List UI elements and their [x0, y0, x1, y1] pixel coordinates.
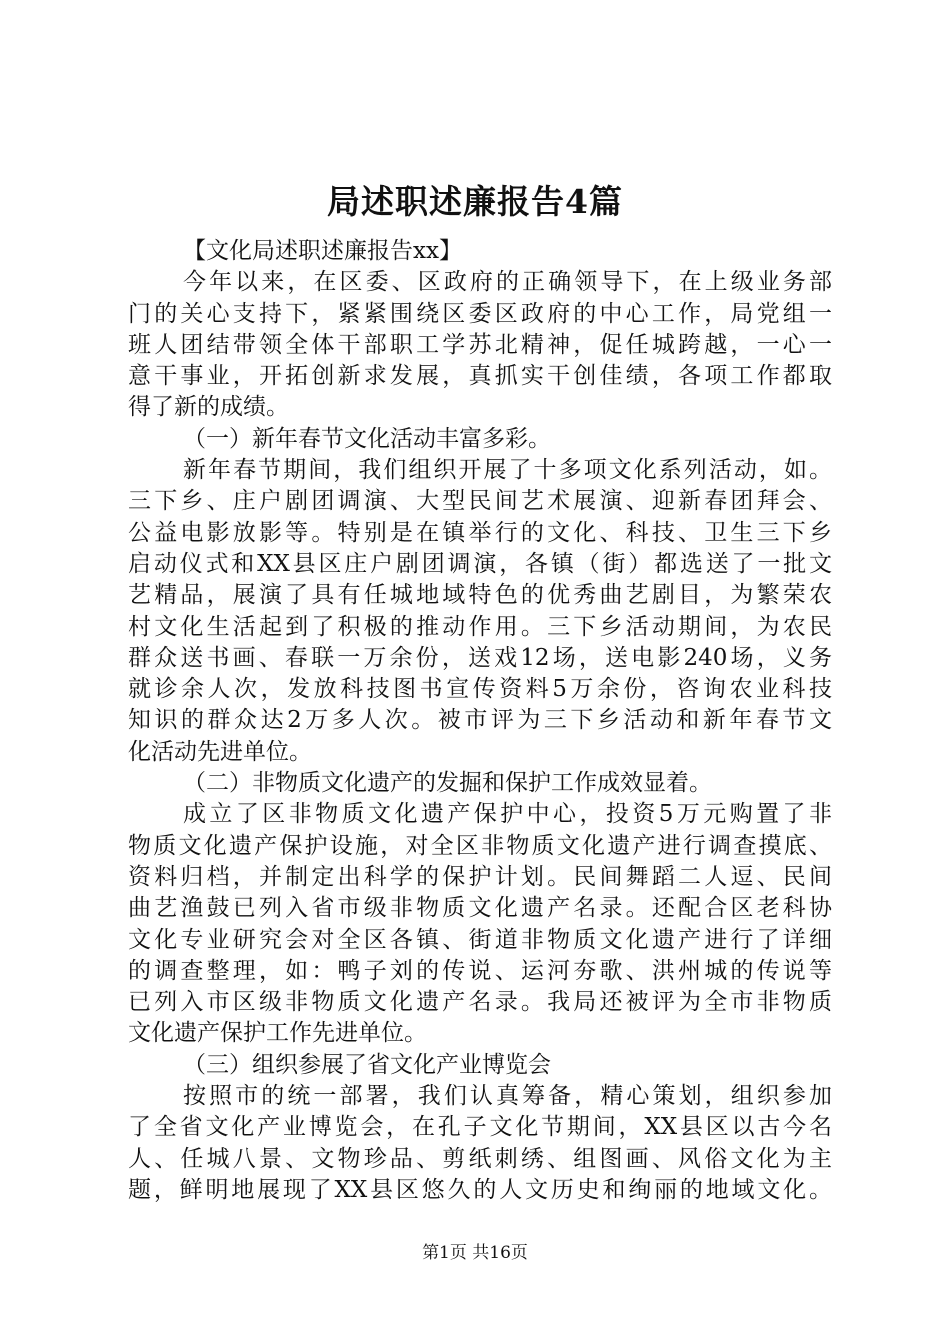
- text-line: （三）组织参展了省文化产业博览会: [183, 1051, 551, 1078]
- text-line: 了全省文化产业博览会，在孔子文化节期间，XX县区以古今名: [128, 1114, 832, 1141]
- text-line: 村文化生活起到了积极的推动作用。三下乡活动期间，为农民: [128, 613, 832, 640]
- text-line: 人、任城八景、文物珍品、剪纸刺绣、组图画、风俗文化为主: [128, 1145, 832, 1172]
- text-line: 门的关心支持下，紧紧围绕区委区政府的中心工作，局党组一: [128, 300, 832, 327]
- text-line: 艺精品，展演了具有任城地域特色的优秀曲艺剧目，为繁荣农: [128, 582, 832, 609]
- text-line: 成立了区非物质文化遗产保护中心，投资5万元购置了非: [183, 801, 832, 828]
- text-line: 就诊余人次，发放科技图书宣传资料5万余份，咨询农业科技: [128, 676, 832, 703]
- text-line: 的调查整理，如：鸭子刘的传说、运河夯歌、洪州城的传说等: [128, 957, 832, 984]
- text-line: 题，鲜明地展现了XX县区悠久的人文历史和绚丽的地域文化。: [128, 1176, 832, 1203]
- text-line: 知识的群众达2万多人次。被市评为三下乡活动和新年春节文: [128, 707, 832, 734]
- document-body: [128, 236, 832, 1206]
- text-line: 班人团结带领全体干部职工学苏北精神，促任城跨越，一心一: [128, 331, 832, 358]
- text-line: （一）新年春节文化活动丰富多彩。: [183, 425, 551, 452]
- text-line: 【文化局述职述廉报告xx】: [183, 238, 462, 264]
- text-line: 文化专业研究会对全区各镇、街道非物质文化遗产进行了详细: [128, 926, 832, 953]
- text-line: （二）非物质文化遗产的发掘和保护工作成效显着。: [183, 770, 712, 797]
- text-line: 新年春节期间，我们组织开展了十多项文化系列活动，如。: [183, 457, 832, 484]
- text-line: 公益电影放影等。特别是在镇举行的文化、科技、卫生三下乡: [128, 519, 832, 546]
- document-title: 局述职述廉报告4篇: [327, 182, 623, 221]
- text-line: 得了新的成绩。: [128, 394, 289, 421]
- text-line: 化活动先进单位。: [128, 738, 312, 765]
- text-line: 意干事业，开拓创新求发展，真抓实干创佳绩，各项工作都取: [128, 363, 832, 390]
- text-line: 已列入市区级非物质文化遗产名录。我局还被评为全市非物质: [128, 989, 832, 1016]
- text-line: 今年以来，在区委、区政府的正确领导下，在上级业务部: [183, 269, 832, 296]
- text-line: 三下乡、庄户剧团调演、大型民间艺术展演、迎新春团拜会、: [128, 488, 832, 515]
- text-line: 物质文化遗产保护设施，对全区非物质文化遗产进行调查摸底、: [128, 832, 832, 859]
- text-line: 启动仪式和XX县区庄户剧团调演，各镇（街）都选送了一批文: [128, 550, 832, 577]
- text-line: 曲艺渔鼓已列入省市级非物质文化遗产名录。还配合区老科协: [128, 895, 832, 922]
- text-line: 按照市的统一部署，我们认真筹备，精心策划，组织参加: [183, 1083, 832, 1110]
- text-line: 文化遗产保护工作先进单位。: [128, 1020, 427, 1047]
- page-footer: 第1页 共16页: [422, 1243, 528, 1263]
- text-line: 资料归档，并制定出科学的保护计划。民间舞蹈二人逗、民间: [128, 863, 832, 890]
- text-line: 群众送书画、春联一万余份，送戏12场，送电影240场，义务: [128, 644, 832, 671]
